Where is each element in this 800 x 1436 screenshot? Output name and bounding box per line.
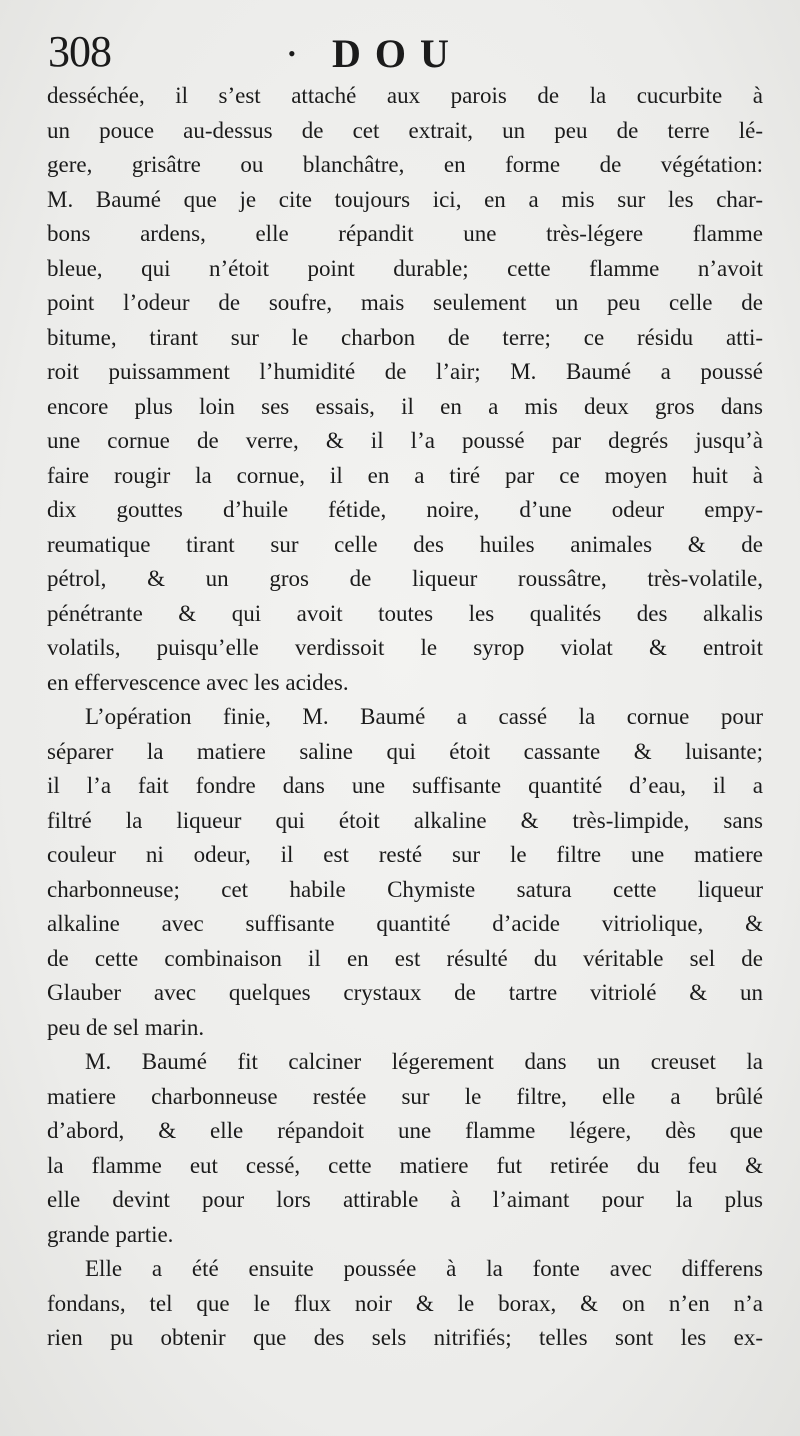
text-line: faire rougir la cornue, il en a tiré par ce moyen huit à [47, 462, 763, 488]
text-line: un pouce au-dessus de cet extrait, un peu de terre lé- [47, 117, 763, 143]
text-line: peu de sel marin. [47, 1014, 205, 1040]
text-line: volatils, puisqu’elle verdissoit le syrop violat & entroit [47, 635, 763, 660]
text-line: dix gouttes d’huile fétide, noire, d’une odeur empy- [47, 497, 763, 522]
header-ornament-dot: • [288, 41, 296, 66]
body-text [47, 79, 763, 1356]
text-line: M. Baumé que je cite toujours ici, en a mis sur les char- [47, 186, 763, 212]
text-line: bons ardens, elle répandit une très-légere flamme [47, 221, 763, 246]
text-line: d’abord, & elle répandoit une flamme légere, dès que [47, 1118, 763, 1143]
text-line: M. Baumé fit calciner légerement dans un creuset la [85, 1049, 763, 1074]
text-line: séparer la matiere saline qui étoit cassante & luisante; [47, 738, 763, 764]
text-line: bitume, tirant sur le charbon de terre; ce résidu atti- [47, 324, 763, 350]
text-line: desséchée, il s’est attaché aux parois de la cucurbite à [47, 83, 763, 108]
text-line: Elle a été ensuite poussée à la fonte avec differens [85, 1256, 763, 1281]
page-header [0, 24, 800, 84]
text-line: bleue, qui n’étoit point durable; cette flamme n’avoit [47, 255, 763, 281]
text-line: reumatique tirant sur celle des huiles animales & de [47, 531, 763, 557]
text-line: charbonneuse; cet habile Chymiste satura cette liqueur [47, 876, 763, 902]
text-line: rien pu obtenir que des sels nitrifiés; telles sont les ex- [47, 1325, 763, 1350]
text-line: elle devint pour lors attirable à l’aimant pour la plus [47, 1187, 763, 1212]
text-line: point l’odeur de soufre, mais seulement un peu celle de [47, 290, 763, 315]
text-line: de cette combinaison il en est résulté du véritable sel de [47, 945, 763, 971]
text-line: Glauber avec quelques crystaux de tartre vitriolé & un [47, 980, 763, 1005]
text-line: L’opération finie, M. Baumé a cassé la cornue pour [85, 704, 763, 729]
text-line: en effervescence avec les acides. [47, 669, 349, 695]
text-line: matiere charbonneuse restée sur le filtre, elle a brûlé [47, 1083, 763, 1109]
text-line: il l’a fait fondre dans une suffisante quantité d’eau, il a [47, 773, 763, 798]
text-line: pénétrante & qui avoit toutes les qualités des alkalis [47, 600, 763, 626]
text-line: la flamme eut cessé, cette matiere fut retirée du feu & [47, 1152, 763, 1178]
text-line: une cornue de verre, & il l’a poussé par degrés jusqu’à [47, 428, 763, 453]
text-line: fondans, tel que le flux noir & le borax, & on n’en n’a [47, 1290, 763, 1316]
running-head: DOU [332, 31, 463, 76]
text-line: roit puissamment l’humidité de l’air; M. Baumé a poussé [47, 359, 763, 384]
text-line: gere, grisâtre ou blanchâtre, en forme de végétation: [47, 152, 763, 177]
text-line: encore plus loin ses essais, il en a mis deux gros dans [47, 393, 763, 419]
page-number: 308 [48, 27, 111, 76]
text-line: filtré la liqueur qui étoit alkaline & très-limpide, sans [47, 807, 763, 833]
text-line: couleur ni odeur, il est resté sur le filtre une matiere [47, 842, 763, 867]
text-line: grande partie. [47, 1221, 174, 1247]
text-line: pétrol, & un gros de liqueur roussâtre, très-volatile, [47, 566, 763, 591]
text-line: alkaline avec suffisante quantité d’acide vitriolique, & [47, 911, 763, 936]
